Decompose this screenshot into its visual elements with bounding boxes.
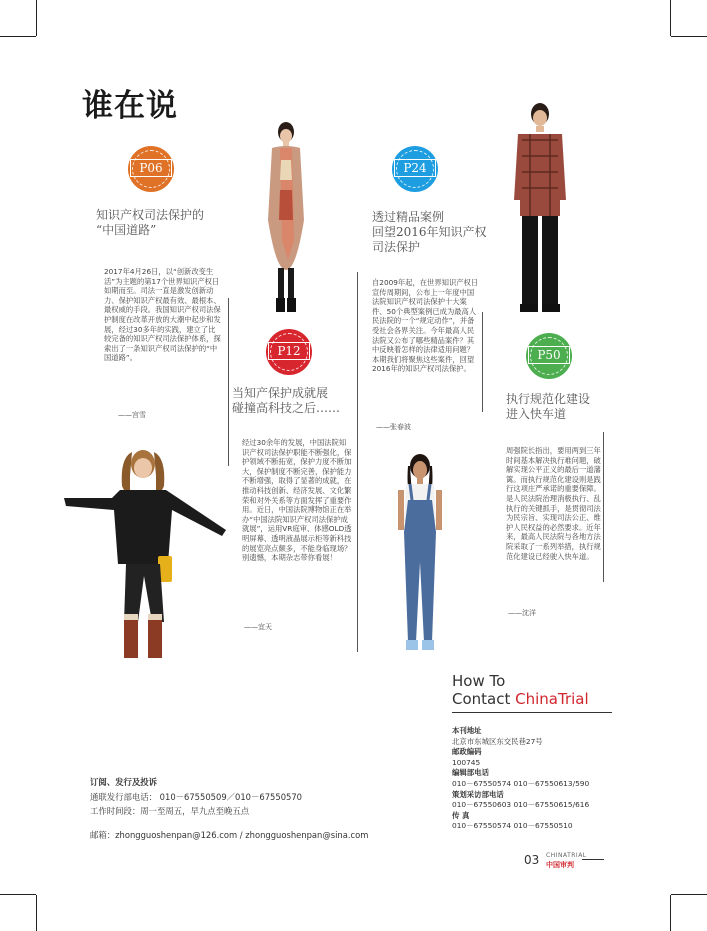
article-author-p06: ——宫雪 [118, 411, 146, 419]
contact-label: 邮政编码 [452, 747, 482, 757]
contact-divider [452, 712, 612, 713]
subscription-info [90, 776, 368, 841]
column-divider [482, 312, 483, 412]
subscription-email: 邮箱：zhongguoshenpan@126.com / zhongguoshenpan@sina.com [90, 830, 369, 840]
contact-label: 策划采访部电话 [452, 789, 504, 799]
article-headline-p24: 透过精品案例 回望2016年知识产权 司法保护 [372, 210, 487, 254]
contact-label: 编辑部电话 [452, 768, 489, 778]
crop-mark [671, 894, 707, 895]
contact-value: 010－67550574 010－67550613/590 [452, 778, 590, 788]
column-divider [228, 298, 229, 466]
contact-brand: ChinaTrial [515, 690, 589, 708]
page-title: 谁在说 [82, 88, 178, 124]
man-plaid-shirt-photo [508, 100, 572, 316]
subscription-heading: 订阅、发行及投诉 [90, 777, 157, 787]
page-badge-p12: P12 [266, 329, 312, 375]
article-author-p50: ——沈洋 [508, 609, 536, 617]
woman-scarf-photo [256, 120, 316, 316]
page-number: 03 [524, 853, 540, 867]
article-headline-p12: 当知产保护成就展 碰撞高科技之后…… [232, 386, 341, 415]
article-body-p12: 经过30余年的发展，中国法院知识产权司法保护职能不断强化，保护领域不断拓宽，保护力度不断加大，保护制度不断完善，保护能力不断增强，取得了显著的成就，在推动科技创新、经济发展、文化繁荣和对外关系等方面发挥了重要作用。近日，中国法院博物馆正在举办“中国法院知识产权司法保护成就展”，运用VR庭审、体感OLD透明屏幕、透明液晶展示柜等新科技的展览亮点颇多，不能身临现场？别遗憾，本期杂志带你看展！ [242, 438, 352, 563]
crop-mark [670, 0, 671, 36]
article-author-p24: ——张春波 [376, 423, 411, 431]
contact-value: 100745 [452, 757, 481, 767]
crop-mark [0, 36, 36, 37]
brand-english: CHINATRIAL [546, 852, 587, 859]
article-body-p24: 自2009年起，在世界知识产权日宣传周期间，公布上一年度中国法院知识产权司法保护十大案件、50个典型案例已成为最高人民法院的一个“规定动作”，并备受社会各界关注。今年最高人民法院又公布了哪些精品案件？其中反映着怎样的法律适用问题？本期我们将聚焦这些案件，回望2016年的知识产权司法保护。 [372, 278, 479, 374]
article-headline-p50: 执行规范化建设 进入快车道 [506, 392, 591, 421]
brand-chinese: 中国审判 [546, 861, 574, 869]
contact-value: 010－67550603 010－67550615/616 [452, 800, 590, 810]
crop-mark [36, 0, 37, 36]
subscription-hours: 工作时间段：周一至周五，早九点至晚五点 [90, 806, 250, 816]
column-divider [357, 272, 358, 652]
woman-outstretched-arms-photo [60, 446, 228, 666]
article-author-p12: ——宜天 [244, 623, 272, 631]
contact-label: 传 真 [452, 810, 470, 820]
contact-value: 010－67550574 010－67550510 [452, 821, 573, 831]
brand-rule [582, 859, 604, 860]
article-headline-p06: 知识产权司法保护的 “中国道路” [96, 208, 205, 237]
contact-info [452, 726, 589, 832]
page-badge-p24: P24 [392, 146, 438, 192]
contact-value: 北京市东城区东交民巷27号 [452, 736, 543, 746]
subscription-phone: 通联发行部电话： 010－67550509／010－67550570 [90, 792, 303, 802]
woman-overalls-photo [394, 452, 446, 656]
crop-mark [671, 36, 707, 37]
crop-mark [36, 895, 37, 931]
page-badge-p50: P50 [526, 333, 572, 379]
crop-mark [670, 895, 671, 931]
contact-heading: How To Contact ChinaTrial [452, 672, 589, 708]
contact-label: 本刊地址 [452, 726, 482, 735]
article-body-p06: 2017年4月26日，以“创新改变生活”为主题的第17个世界知识产权日如期而至。司法一直是激发创新动力、保护知识产权最有效、最根本、最权威的手段。我国知识产权司法保护制度在改革开放的大潮中起步和发展，经过30多年的实践，建立了比较完备的知识产权司法保护体系，探索出了一条知识产权司法保护的“中国道路”。 [104, 267, 221, 363]
article-body-p50: 周强院长指出，要用两到三年时间基本解决执行难问题，破解实现公平正义的最后一道藩篱。而执行规范化建设则是践行这项庄严承诺的重要保障。是人民法院治理消极执行、乱执行的关键抓手，是贯彻司法为民宗旨、实现司法公正、维护人民权益的必然要求。近年来，最高人民法院与各地方法院采取了一系列举措，执行规范化建设已经驶入快车道。 [506, 446, 601, 561]
crop-mark [0, 894, 36, 895]
page-badge-p06: P06 [128, 146, 174, 192]
